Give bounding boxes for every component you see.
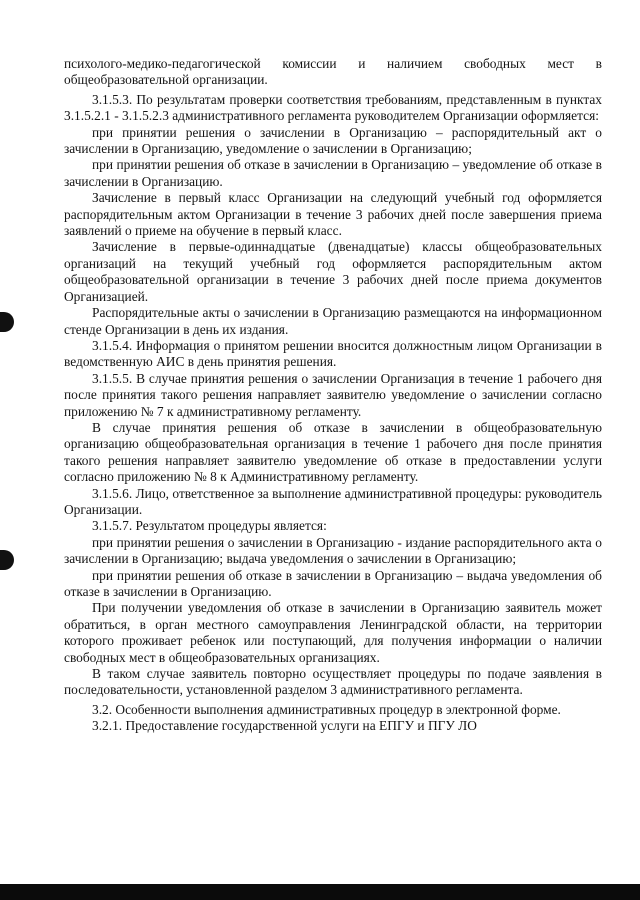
punch-hole-mark	[0, 550, 14, 570]
document-body	[64, 56, 602, 735]
paragraph: при принятии решения об отказе в зачислении в Организацию – уведомление об отказе в зачислении в Организацию.	[64, 157, 602, 189]
paragraph: Зачисление в первый класс Организации на следующий учебный год оформляется распорядительным актом Организации в течение 3 рабочих дней после завершения приема заявлений о приеме на обучение в первый класс.	[64, 190, 602, 239]
paragraph: В таком случае заявитель повторно осуществляет процедуры по подаче заявления в последовательности, установленной разделом 3 административного регламента.	[64, 666, 602, 698]
paragraph: 3.1.5.6. Лицо, ответственное за выполнение административной процедуры: руководитель Организации.	[64, 485, 602, 517]
section-heading: 3.2. Особенности выполнения административных процедур в электронной форме.	[92, 701, 561, 717]
paragraph: 3.1.5.3. По результатам проверки соответствия требованиям, представленным в пунктах 3.1.5.2.1 - 3.1.5.2.3 административного регламента руководителем Организации оформляется:	[64, 91, 602, 124]
paragraph: При получении уведомления об отказе в зачислении в Организацию заявитель может обратиться, в орган местного самоуправления Ленинградской области, на территории которого проживает ребенок или поступающий, для получения информации о наличии свободных мест в общеобразовательных организациях.	[64, 600, 602, 665]
paragraph: Зачисление в первые-одиннадцатые (двенадцатые) классы общеобразовательных организаций на текущий учебный год оформляется распорядительным актом общеобразовательной организации в течение 3 рабочих дней после приема документов Организацией.	[64, 239, 602, 304]
paragraph: 3.2.1. Предоставление государственной услуги на ЕПГУ и ПГУ ЛО	[92, 718, 477, 734]
paragraph: при принятии решения о зачислении в Организацию – распорядительный акт о зачислении в Организацию, уведомление о зачислении в Организацию;	[64, 124, 602, 157]
paragraph: 3.1.5.4. Информация о принятом решении вносится должностным лицом Организации в ведомственную АИС в день принятия решения.	[64, 337, 602, 370]
paragraph: при принятии решения об отказе в зачислении в Организацию – выдача уведомления об отказе в зачислении в Организацию.	[64, 567, 602, 599]
scan-bottom-edge	[0, 884, 640, 900]
paragraph: психолого-медико-педагогической комиссии и наличием свободных мест в общеобразовательной организации.	[64, 56, 602, 88]
paragraph: Распорядительные акты о зачислении в Организацию размещаются на информационном стенде Организации в день их издания.	[64, 305, 602, 337]
paragraph: при принятии решения о зачислении в Организацию - издание распорядительного акта о зачислении в Организацию; выдача уведомления о зачислении в Организацию;	[64, 534, 602, 567]
paragraph: В случае принятия решения об отказе в зачислении в общеобразовательную организацию общеобразовательная организация в течение 1 рабочего дня после принятия такого решения направляет заявителю уведомление об отказе в предоставлении услуги согласно приложению № 8 к Административному регламенту.	[64, 419, 602, 485]
paragraph: 3.1.5.5. В случае принятия решения о зачислении Организация в течение 1 рабочего дня после принятия такого решения направляет заявителю уведомление о зачислении согласно приложению № 7 к административному регламенту.	[64, 370, 602, 419]
paragraph: 3.1.5.7. Результатом процедуры является:	[92, 518, 327, 534]
punch-hole-mark	[0, 312, 14, 332]
